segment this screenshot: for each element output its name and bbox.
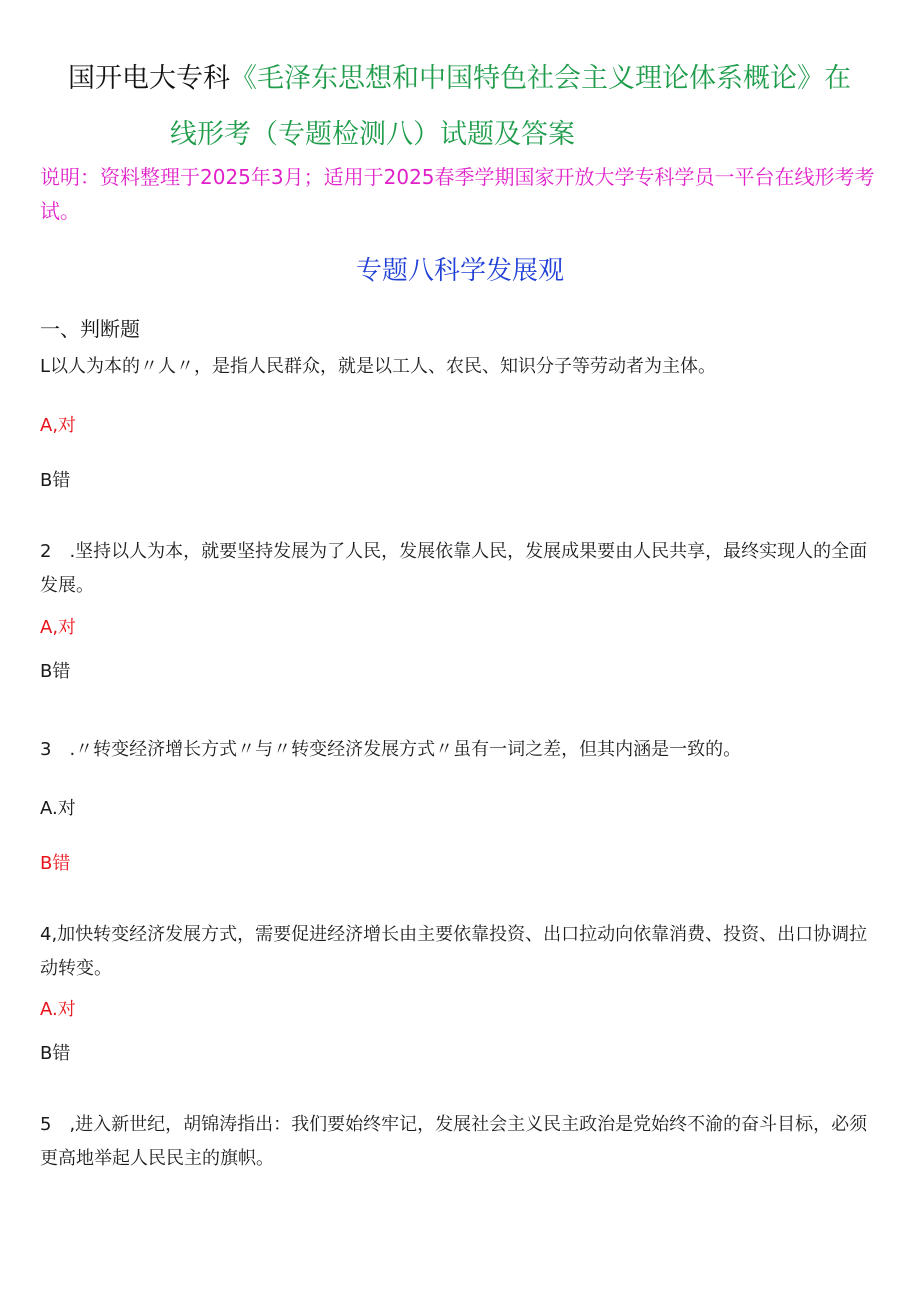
title-main-part-1: 《毛泽东思想和中国特色社会主义理论体系概论》在 (230, 63, 851, 94)
question-2-option-a: A,对 (40, 617, 77, 638)
question-4-text: 4,加快转变经济发展方式，需要促进经济增长由主要依靠投资、出口拉动向依靠消费、投资、出口协调拉动转变。 (40, 924, 868, 979)
section-title: 专题八科学发展观 (355, 256, 564, 286)
question-3-option-b: B错 (40, 853, 71, 874)
question-3-option-a: A.对 (40, 798, 76, 819)
question-5-text: 5 ,进入新世纪，胡锦涛指出：我们要始终牢记，发展社会主义民主政治是党始终不渝的奋斗目标，必须更高地举起人民民主的旗帜。 (40, 1114, 868, 1169)
document-note: 说明：资料整理于2025年3月；适用于2025春季学期国家开放大学专科学员一平台在线形考考试。 (40, 165, 875, 223)
question-1-option-a: A,对 (40, 415, 77, 436)
document-title-line-1 (68, 56, 851, 95)
question-2-option-b: B错 (40, 661, 71, 682)
question-4-option-a: A.对 (40, 999, 76, 1020)
question-2-text: 2 .坚持以人为本，就要坚持发展为了人民，发展依靠人民，发展成果要由人民共享，最终实现人的全面发展。 (40, 541, 868, 596)
document-title-line-2 (170, 112, 575, 151)
question-1-text: L以人为本的〃人〃，是指人民群众，就是以工人、农民、知识分子等劳动者为主体。 (40, 356, 717, 377)
title-prefix: 国开电大专科 (68, 63, 230, 94)
part-title: 一、判断题 (40, 317, 140, 341)
question-3-text: 3 .〃转变经济增长方式〃与〃转变经济发展方式〃虽有一词之差，但其内涵是一致的。 (40, 739, 742, 760)
title-main-part-2: 线形考（专题检测八）试题及答案 (170, 119, 575, 150)
question-4-option-b: B错 (40, 1043, 71, 1064)
question-1-option-b: B错 (40, 470, 71, 491)
